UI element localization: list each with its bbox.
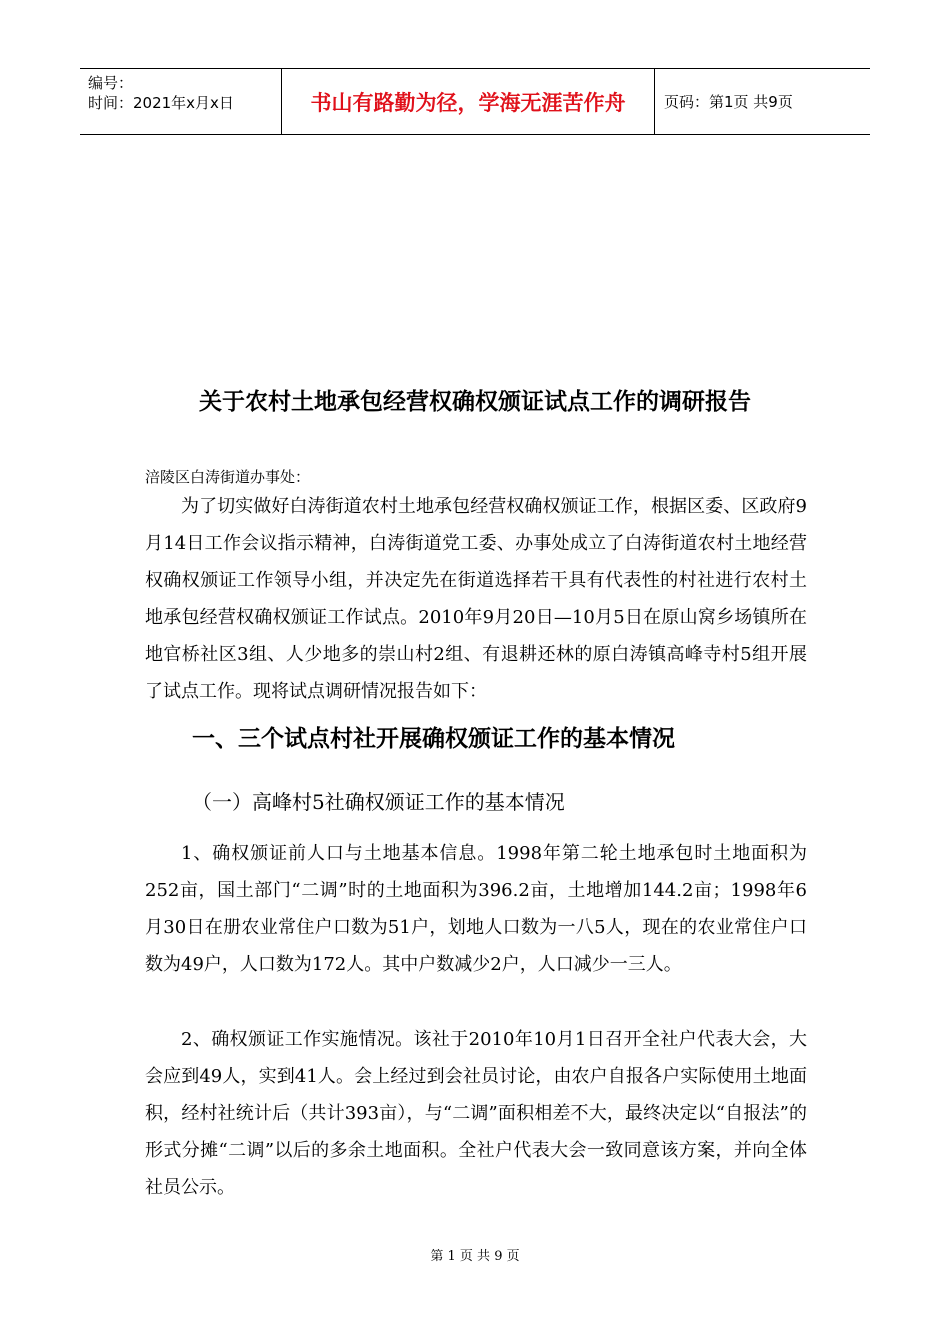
header-table bbox=[80, 68, 870, 135]
document-date-label: 时间：2021年x月x日 bbox=[88, 94, 234, 112]
subsection-heading: （一）高峰村5社确权颁证工作的基本情况 bbox=[192, 790, 565, 814]
paragraph-item-2: 2、确权颁证工作实施情况。该社于2010年10月1日召开全社户代表大会，大会应到49人，实到41人。会上经过到会社员讨论，由农户自报各户实际使用土地面积，经村社统计后（共计393亩），与“二调”面积相差不大，最终决定以“自报法”的形式分摊“二调”以后的多余土地面积。全社户代表大会一致同意该方案，并向全体社员公示。 bbox=[145, 1029, 807, 1198]
paragraph-item-1: 1、确权颁证前人口与土地基本信息。1998年第二轮土地承包时土地面积为252亩，国土部门“二调”时的土地面积为396.2亩，土地增加144.2亩；1998年6月30日在册农业常住户口数为51户，划地人口数为一八5人，现在的农业常住户口数为49户，人口数为172人。其中户数减少2户，人口减少一三人。 bbox=[145, 843, 807, 975]
section-heading: 一、三个试点村社开展确权颁证工作的基本情况 bbox=[192, 726, 675, 752]
header-motto: 书山有路勤为径，学海无涯苦作舟 bbox=[281, 69, 655, 134]
header-page-label: 页码：第1页 共9页 bbox=[664, 93, 793, 111]
header-info-cell bbox=[80, 69, 281, 134]
document-number-label: 编号： bbox=[88, 74, 134, 92]
intro-paragraph: 为了切实做好白涛街道农村土地承包经营权确权颁证工作，根据区委、区政府9月14日工作会议指示精神，白涛街道党工委、办事处成立了白涛街道农村土地经营权确权颁证工作领导小组，并决定先在街道选择若干具有代表性的村社进行农村土地承包经营权确权颁证工作试点。2010年9月20日—10月5日在原山窝乡场镇所在地官桥社区3组、人少地多的崇山村2组、有退耕还林的原白涛镇高峰寺村5组开展了试点工作。现将试点调研情况报告如下： bbox=[145, 496, 807, 702]
page-footer: 第 1 页 共 9 页 bbox=[430, 1249, 520, 1264]
document-title: 关于农村土地承包经营权确权颁证试点工作的调研报告 bbox=[199, 389, 751, 415]
addressee: 涪陵区白涛街道办事处： bbox=[145, 468, 311, 486]
